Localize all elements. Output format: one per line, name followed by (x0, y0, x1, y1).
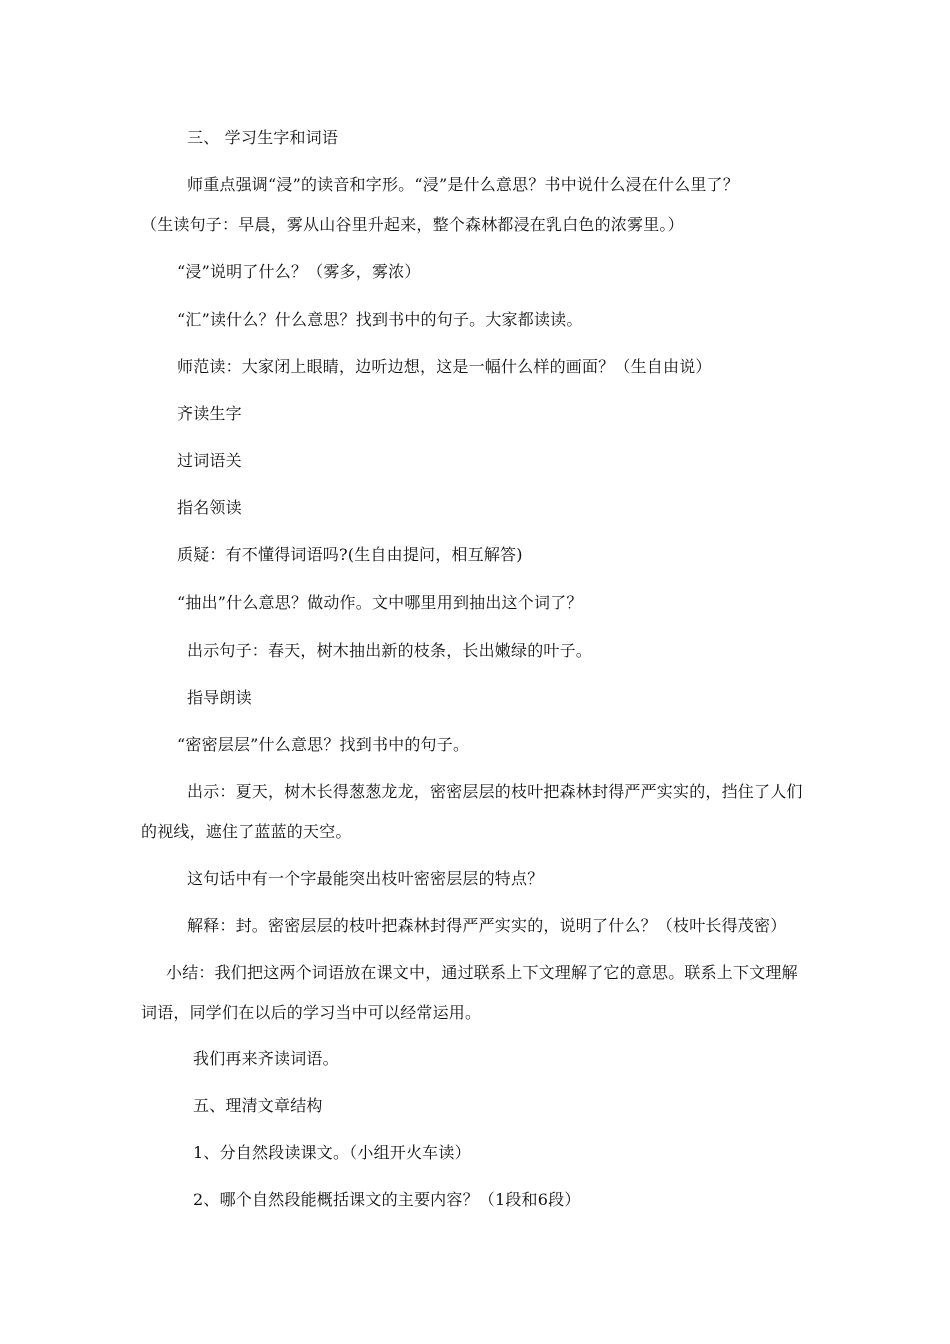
list-item: 2、哪个自然段能概括课文的主要内容？（1段和6段） (193, 1190, 581, 1209)
paragraph-line: “密密层层”什么意思？找到书中的句子。 (177, 735, 470, 754)
paragraph-line: 词语，同学们在以后的学习当中可以经常运用。 (141, 1003, 482, 1022)
section-heading-5: 五、理清文章结构 (193, 1096, 323, 1115)
paragraph-line: 指导朗读 (187, 688, 252, 707)
paragraph-line: “浸”说明了什么？（雾多，雾浓） (177, 262, 421, 281)
paragraph-line: 师重点强调“浸”的读音和字形。“浸”是什么意思？书中说什么浸在什么里了？ (187, 175, 739, 194)
paragraph-line: 出示句子：春天，树木抽出新的枝条，长出嫩绿的叶子。 (187, 641, 593, 660)
paragraph-line: 我们再来齐读词语。 (193, 1049, 339, 1068)
paragraph-line: 过词语关 (177, 451, 242, 470)
paragraph-line: 质疑：有不懂得词语吗?(生自由提问，相互解答) (177, 545, 523, 564)
paragraph-line: 的视线，遮住了蓝蓝的天空。 (141, 822, 352, 841)
paragraph-line: 小结：我们把这两个词语放在课文中，通过联系上下文理解了它的意思。联系上下文理解 (166, 963, 798, 982)
paragraph-line: “汇”读什么？什么意思？找到书中的句子。大家都读读。 (177, 310, 583, 329)
paragraph-line: 指名领读 (177, 498, 242, 517)
list-item: 1、分自然段读课文。（小组开火车读） (193, 1143, 471, 1162)
paragraph-line: 齐读生字 (177, 404, 242, 423)
paragraph-line: （生读句子：早晨，雾从山谷里升起来，整个森林都浸在乳白色的浓雾里。） (141, 215, 684, 234)
paragraph-line: 这句话中有一个字最能突出枝叶密密层层的特点？ (187, 869, 544, 888)
paragraph-line: 师范读：大家闭上眼睛，边听边想，这是一幅什么样的画面？（生自由说） (177, 357, 712, 376)
paragraph-line: “抽出”什么意思？做动作。文中哪里用到抽出这个词了？ (177, 593, 583, 612)
paragraph-line: 解释：封。密密层层的枝叶把森林封得严严实实的，说明了什么？（枝叶长得茂密） (187, 916, 787, 935)
section-heading-3: 三、 学习生字和词语 (187, 128, 339, 147)
paragraph-line: 出示：夏天，树木长得葱葱龙龙，密密层层的枝叶把森林封得严严实实的，挡住了人们 (187, 782, 803, 801)
